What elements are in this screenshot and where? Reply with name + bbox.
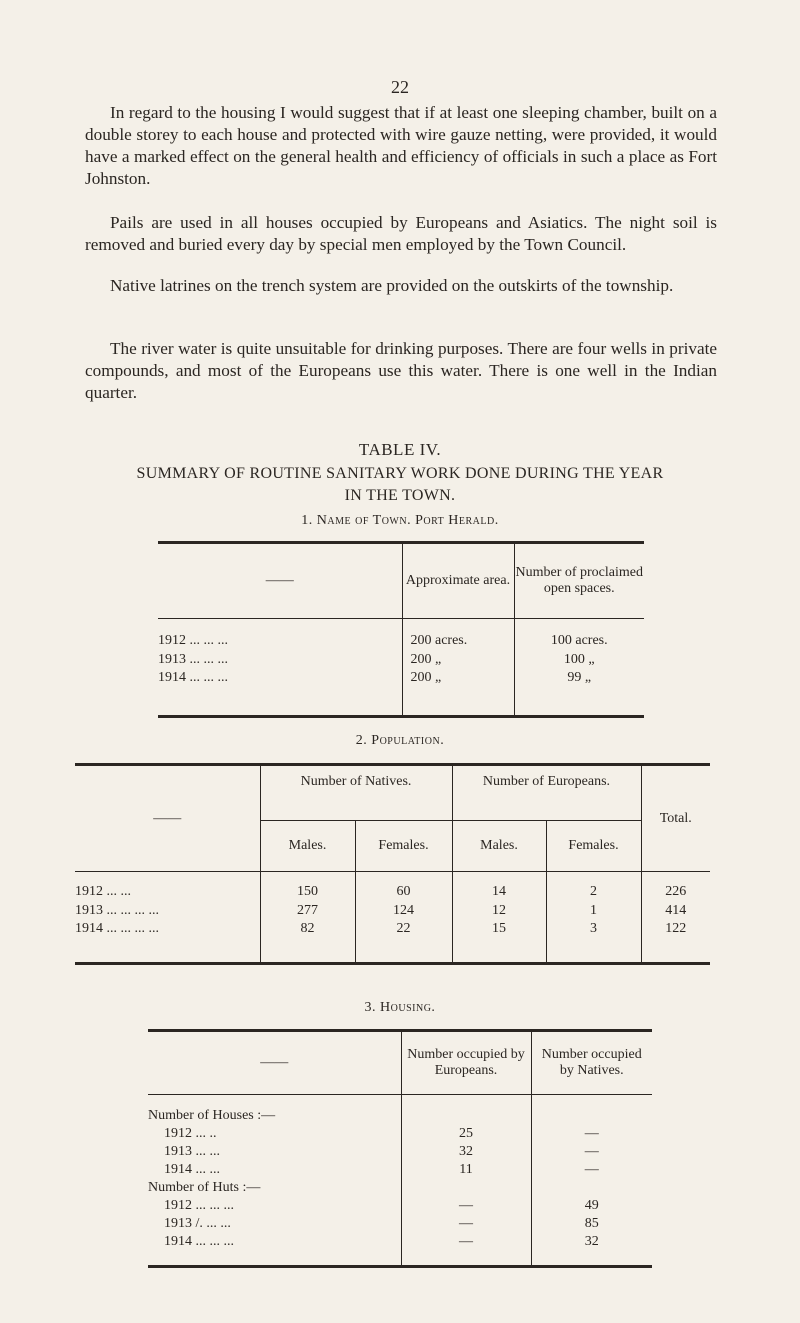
table-housing <box>148 1029 652 1268</box>
col-header-area: Approximate area. <box>402 543 514 619</box>
cell-spaces: 100 „ <box>514 651 644 669</box>
cell-natives: — <box>531 1143 652 1161</box>
houses-label: Number of Houses :— <box>148 1108 276 1123</box>
table-row <box>158 669 644 717</box>
table-population <box>75 763 710 965</box>
paragraph-housing: In regard to the housing I would suggest that if at least one sleeping chamber, built on a double storey to each house and protected with wire gauze netting, were provided, it would have a marked effect on the general health and efficiency of officials in such a place as Fort Johnston. <box>85 103 717 188</box>
cell-native-males: 82 <box>260 920 355 964</box>
cell-total: 226 <box>641 872 710 903</box>
row-year: 1913 /. ... ... <box>164 1216 231 1231</box>
row-year: 1912 ... .. <box>164 1126 217 1141</box>
row-year: 1913 ... ... ... ... <box>75 903 159 918</box>
cell-native-males: 150 <box>260 872 355 903</box>
cell-european-females: 2 <box>546 872 641 903</box>
row-year: 1912 ... ... <box>75 884 131 899</box>
cell-area: 200 „ <box>402 651 514 669</box>
cell-area: 200 „ <box>402 669 514 717</box>
cell-natives: 85 <box>531 1215 652 1233</box>
cell-spaces: 100 acres. <box>514 619 644 652</box>
section-heading-housing: 3. Housing. <box>364 1000 436 1015</box>
cell-european-males: 12 <box>452 902 546 920</box>
cell-europeans: — <box>401 1215 531 1233</box>
cell-total: 122 <box>641 920 710 964</box>
col-header-europeans: Number occupied by Europeans. <box>401 1031 531 1095</box>
section-heading-population: 2. Population. <box>355 733 445 748</box>
cell-europeans: 32 <box>401 1143 531 1161</box>
huts-label: Number of Huts :— <box>148 1180 261 1195</box>
cell-europeans: 25 <box>401 1125 531 1143</box>
col-header-native-males: Males. <box>260 821 355 872</box>
table-row <box>148 1161 652 1179</box>
cell-natives: — <box>531 1125 652 1143</box>
col-header-open-spaces: Number of proclaimed open spaces. <box>514 543 644 619</box>
col-header-natives: Number of Natives. <box>260 765 452 821</box>
table-row <box>148 1125 652 1143</box>
cell-natives: — <box>531 1161 652 1179</box>
section-heading-town: 1. Name of Town. Port Herald. <box>301 513 499 528</box>
cell-total: 414 <box>641 902 710 920</box>
table-subtitle-line1: SUMMARY OF ROUTINE SANITARY WORK DONE DURING THE YEAR <box>136 465 664 482</box>
row-year: 1912 ... ... ... <box>164 1198 234 1213</box>
cell-area: 200 acres. <box>402 619 514 652</box>
corner-dash: —— <box>158 543 402 619</box>
cell-natives: 49 <box>531 1197 652 1215</box>
table-row <box>148 1215 652 1233</box>
cell-native-females: 22 <box>355 920 452 964</box>
table-subtitle-line2: IN THE TOWN. <box>344 487 456 504</box>
table-row <box>75 920 710 964</box>
row-year: 1913 ... ... ... <box>158 652 228 667</box>
col-header-europeans: Number of Europeans. <box>452 765 641 821</box>
col-header-european-females: Females. <box>546 821 641 872</box>
cell-native-females: 124 <box>355 902 452 920</box>
col-header-natives: Number occupied by Natives. <box>531 1031 652 1095</box>
row-year: 1912 ... ... ... <box>158 633 228 648</box>
table-row <box>158 619 644 652</box>
table-row <box>75 902 710 920</box>
row-year: 1914 ... ... ... <box>164 1234 234 1249</box>
cell-natives: 32 <box>531 1233 652 1267</box>
row-year: 1914 ... ... ... <box>158 670 228 685</box>
cell-europeans: — <box>401 1197 531 1215</box>
cell-europeans: 11 <box>401 1161 531 1179</box>
col-header-total: Total. <box>641 765 710 872</box>
paragraph-latrines: Native latrines on the trench system are provided on the outskirts of the township. <box>110 276 674 295</box>
row-year: 1913 ... ... <box>164 1144 220 1159</box>
col-header-european-males: Males. <box>452 821 546 872</box>
col-header-native-females: Females. <box>355 821 452 872</box>
table-row <box>75 872 710 903</box>
paragraph-pails: Pails are used in all houses occupied by Europeans and Asiatics. The night soil is removed and buried every day by special men employed by the Town Council. <box>85 213 717 254</box>
table-row <box>158 651 644 669</box>
cell-native-males: 277 <box>260 902 355 920</box>
cell-spaces: 99 „ <box>514 669 644 717</box>
row-year: 1914 ... ... ... ... <box>75 921 159 936</box>
table-area <box>158 541 644 718</box>
cell-native-females: 60 <box>355 872 452 903</box>
page-number: 22 <box>391 77 409 97</box>
table-row <box>148 1197 652 1215</box>
table-row <box>148 1143 652 1161</box>
row-year: 1914 ... ... <box>164 1162 220 1177</box>
paragraph-water: The river water is quite unsuitable for drinking purposes. There are four wells in private compounds, and most of the Europeans use this water. There is one well in the Indian quarter. <box>85 339 717 402</box>
table-title: TABLE IV. <box>358 440 442 459</box>
corner-dash: —— <box>75 765 260 872</box>
cell-european-males: 14 <box>452 872 546 903</box>
cell-european-females: 3 <box>546 920 641 964</box>
cell-european-females: 1 <box>546 902 641 920</box>
corner-dash: —— <box>148 1031 401 1095</box>
cell-european-males: 15 <box>452 920 546 964</box>
cell-europeans: — <box>401 1233 531 1267</box>
table-row <box>148 1233 652 1267</box>
